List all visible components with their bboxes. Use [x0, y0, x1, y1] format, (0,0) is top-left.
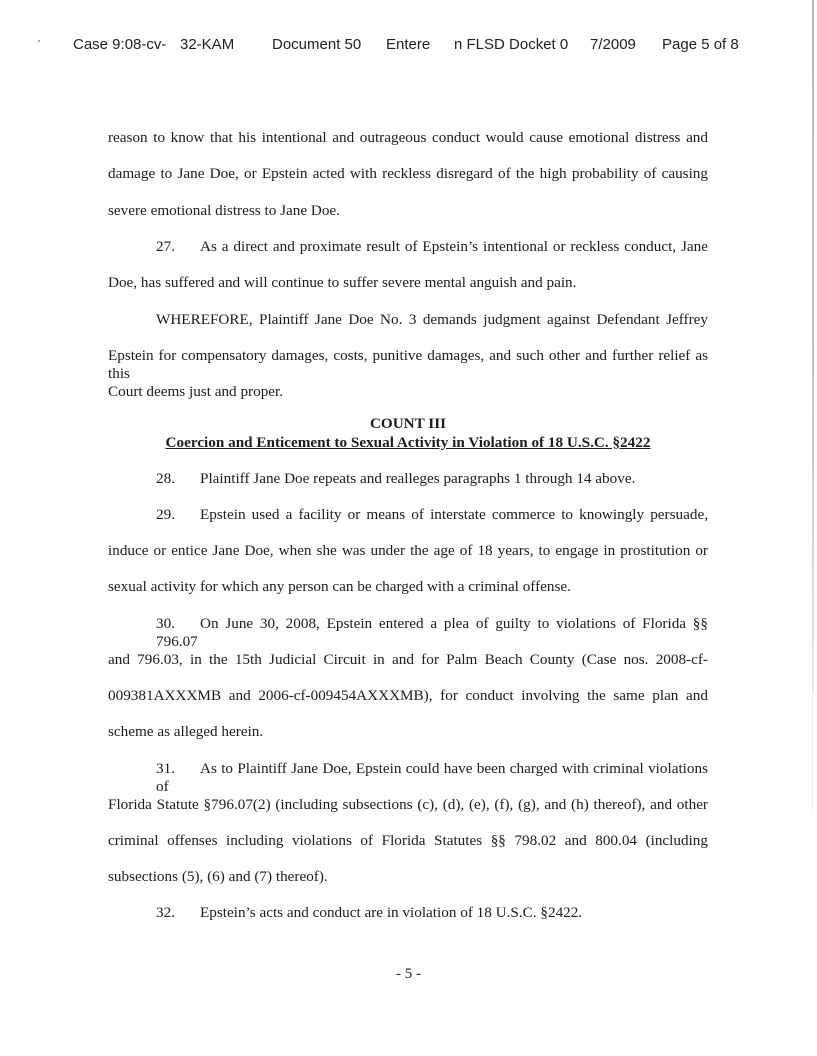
paragraph-number: 28.: [156, 470, 175, 487]
text-line: damage to Jane Doe, or Epstein acted with reckless disregard of the high probability of causing: [108, 165, 708, 182]
paragraph-number: 30.: [156, 615, 175, 632]
paragraph-29-first-line: [108, 506, 708, 524]
text-line: Florida Statute §796.07(2) (including subsections (c), (d), (e), (f), (g), and (h) thereof), and other: [108, 796, 708, 813]
text: Epstein’s acts and conduct are in violation of 18 U.S.C. §2422.: [200, 904, 583, 921]
paragraph-32: [108, 904, 708, 922]
text-line: Doe, has suffered and will continue to suffer severe mental anguish and pain.: [108, 274, 577, 291]
header-case-number-part-1: Case 9:08-cv-: [73, 36, 167, 53]
paragraph-number: 27.: [156, 238, 175, 255]
wherefore-first-line: WHEREFORE, Plaintiff Jane Doe No. 3 demands judgment against Defendant Jeffrey: [156, 311, 708, 328]
text-line: reason to know that his intentional and outrageous conduct would cause emotional distress and: [108, 129, 708, 146]
text: As to Plaintiff Jane Doe, Epstein could have been charged with criminal violations of: [156, 760, 708, 795]
text-line: induce or entice Jane Doe, when she was under the age of 18 years, to engage in prostitution or: [108, 542, 708, 559]
text: As a direct and proximate result of Epstein’s intentional or reckless conduct, Jane: [200, 238, 708, 255]
paragraph-27-first-line: [108, 238, 708, 256]
paragraph-number: 32.: [156, 904, 175, 921]
scan-edge-line-faint: [812, 690, 813, 810]
text-line: Court deems just and proper.: [108, 383, 284, 400]
docket-header: [0, 36, 817, 56]
text: Epstein used a facility or means of interstate commerce to knowingly persuade,: [200, 506, 708, 523]
count-subtitle: Coercion and Enticement to Sexual Activity in Violation of 18 U.S.C. §2422: [165, 434, 651, 451]
header-entered-part-1: Entere: [386, 36, 431, 53]
text: On June 30, 2008, Epstein entered a plea of guilty to violations of Florida §§ 796.07: [156, 615, 708, 650]
text-line: 009381AXXXMB and 2006-cf-009454AXXXMB), for conduct involving the same plan and: [108, 687, 708, 704]
text-line: severe emotional distress to Jane Doe.: [108, 202, 340, 219]
text: Plaintiff Jane Doe repeats and realleges paragraphs 1 through 14 above.: [200, 470, 636, 487]
count-title: COUNT III: [369, 415, 447, 432]
header-document-number: Document 50: [272, 36, 362, 53]
header-case-number-part-2: 32-KAM: [180, 36, 235, 53]
text-line: sexual activity for which any person can be charged with a criminal offense.: [108, 578, 571, 595]
scan-edge-line: [812, 0, 814, 690]
paragraph-number: 31.: [156, 760, 175, 777]
text-line: and 796.03, in the 15th Judicial Circuit in and for Palm Beach County (Case nos. 2008-cf-: [108, 651, 708, 668]
text-line: scheme as alleged herein.: [108, 723, 264, 740]
text-line: Epstein for compensatory damages, costs, punitive damages, and such other and further relief as this: [108, 347, 708, 382]
header-entered-part-2: n FLSD Docket 0: [454, 36, 569, 53]
paragraph-number: 29.: [156, 506, 175, 523]
paragraph-31-first-line: [108, 760, 708, 796]
header-date: 7/2009: [590, 36, 636, 53]
text-line: criminal offenses including violations of Florida Statutes §§ 798.02 and 800.04 (including: [108, 832, 708, 849]
page-number-footer: - 5 -: [396, 966, 421, 982]
paragraph-30-first-line: [108, 615, 708, 651]
paragraph-28: [108, 470, 708, 488]
text-line: subsections (5), (6) and (7) thereof).: [108, 868, 328, 885]
header-page-count: Page 5 of 8: [662, 36, 739, 53]
